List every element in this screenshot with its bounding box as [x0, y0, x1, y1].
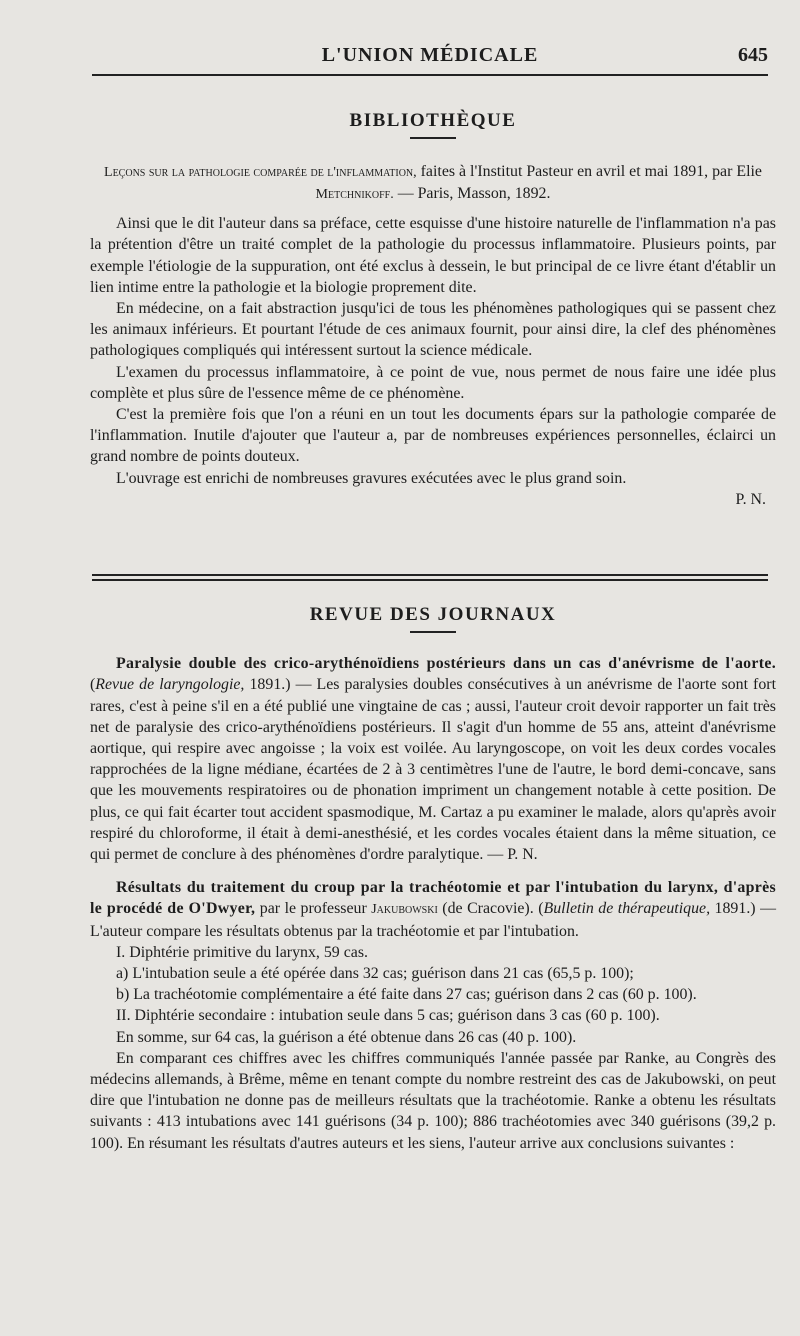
signature: P. N.	[735, 490, 766, 508]
result-line: II. Diphtérie secondaire : intubation seule dans 5 cas; guérison dans 3 cas (60 p. 100).	[116, 1007, 660, 1025]
article-source: Revue de laryngologie,	[95, 676, 245, 694]
paragraph: L'ouvrage est enrichi de nombreuses gravures exécutées avec le plus grand soin.	[116, 469, 627, 487]
journal-title: L'UNION MÉDICALE	[321, 44, 539, 66]
paragraph: L'examen du processus inflammatoire, à ce point de vue, nous permet de nous faire une idée plus complète et plus sûre de l'essence même de ce phénomène.	[90, 363, 776, 402]
paragraph: Ainsi que le dit l'auteur dans sa préface, cette esquisse d'une histoire naturelle de l'inflammation n'a pas la prétention d'être un traité complet de la pathologie du processus inflammatoire. Plusieurs points, par exemple l'étiologie de la suppuration, ont été exclus à dessein, le but principal de ce livre étant d'établir un lien intime entre la pathologie et la biologie proprement dite.	[90, 215, 776, 296]
result-line: En somme, sur 64 cas, la guérison a été obtenue dans 26 cas (40 p. 100).	[116, 1028, 577, 1046]
book-reference	[90, 161, 776, 205]
article-author: Jakubowski	[371, 902, 438, 918]
bibliotheque-section	[90, 110, 776, 510]
paragraph: En médecine, on a fait abstraction jusqu'ici de tous les phénomènes pathologiques qui se passent chez les animaux inférieurs. Et pourtant l'étude de ces animaux fournit, pour ainsi dire, la clef des phénomènes pathologiques compliqués qui intéressent surtout la science médicale.	[90, 300, 776, 360]
book-title: Leçons sur la pathologie comparée de l'inflammation,	[104, 165, 417, 181]
result-line: I. Diphtérie primitive du larynx, 59 cas.	[116, 943, 368, 961]
article-title: Paralysie double des crico-arythénoïdiens postérieurs dans un cas d'anévrisme de l'aorte.	[116, 655, 776, 673]
book-publisher: — Paris, Masson, 1892.	[397, 185, 551, 203]
paragraph: C'est la première fois que l'on a réuni en un tout les documents épars sur la pathologie comparée de l'inflammation. Inutile d'ajouter que l'auteur a, par de nombreuses expériences personnelles, éclairci un grand nombre de points douteux.	[90, 406, 776, 466]
book-author: Metchnikoff.	[315, 187, 394, 203]
title-rule	[410, 137, 456, 139]
article-paralysie: Paralysie double des crico-arythénoïdiens postérieurs dans un cas d'anévrisme de l'aorte. (Revue de laryngologie, 1891.) — Les paralysies doubles consécutives à un anévrisme de l'aorte sont fort rares, c'est à peine s'il en a été publié une vingtaine de cas ; aussi, l'auteur croit devoir rapporter un fait très net de paralysie des crico-arythénoïdiens postérieurs. Il s'agit d'un homme de 55 ans, atteint d'anévrisme aortique, qui respire avec angoisse ; la voix est voilée. Au laryngoscope, on voit les deux cordes vocales rapprochées de la ligne médiane, écartées de 2 à 3 centimètres l'une de l'autre, le bord demi-concave, sans que les mouvements respiratoires ou de phonation impriment un changement notable à cette position. De plus, ce qui fait écarter tout accident spasmodique, M. Cartaz a pu examiner le malade, alors qu'après avoir respiré du chloroforme, il était à demi-anesthésié, et les cordes vocales étaient dans la même situation, ce qui permet de conclure à des phénomènes d'ordre paralytique. — P. N.	[90, 655, 776, 864]
title-rule	[410, 631, 456, 633]
article-intro: — L'auteur compare les résultats obtenus par la trachéotomie et par l'intubation.	[90, 900, 776, 940]
article-croup: Résultats du traitement du croup par la trachéotomie et par l'intubation du larynx, d'après le procédé de O'Dwyer, par le professeur Jakubowski (de Cracovie). (Bulletin de thérapeutique, 1891.) — L'auteur compare les résultats obtenus par la trachéotomie et par l'intubation.	[90, 879, 776, 940]
section-divider	[92, 574, 768, 581]
review-body	[90, 213, 776, 510]
result-line: b) La trachéotomie complémentaire a été faite dans 27 cas; guérison dans 2 cas (60 p. 100).	[116, 986, 697, 1004]
running-header	[92, 38, 768, 76]
page-number: 645	[738, 44, 768, 66]
article-title: Résultats du traitement du croup par la trachéotomie et par l'intubation du larynx, d'après le procédé de O'Dwyer,	[90, 879, 776, 918]
article-source: Bulletin de thérapeutique,	[543, 900, 711, 918]
section-title-bibliotheque: BIBLIOTHÈQUE	[349, 110, 517, 131]
revue-section	[90, 604, 776, 1154]
article-body: — Les paralysies doubles consécutives à un anévrisme de l'aorte sont fort rares, c'est à peine s'il en a été publié une vingtaine de cas ; aussi, l'auteur croit devoir rapporter un fait très net de paralysie des crico-arythénoïdiens postérieurs. Il s'agit d'un homme de 55 ans, atteint d'anévrisme aortique, qui respire avec angoisse ; la voix est voilée. Au laryngoscope, on voit les deux cordes vocales rapprochées de la ligne médiane, écartées de 2 à 3 centimètres l'une de l'autre, le bord demi-concave, sans que les mouvements respiratoires ou de phonation impriment un changement notable à cette position. De plus, ce qui fait écarter tout accident spasmodique, M. Cartaz a pu examiner le malade, alors qu'après avoir respiré du chloroforme, il était à demi-anesthésié, et les cordes vocales étaient dans la même situation, ce qui permet de conclure à des phénomènes d'ordre paralytique. — P. N.	[90, 676, 776, 864]
result-line: a) L'intubation seule a été opérée dans 32 cas; guérison dans 21 cas (65,5 p. 100);	[116, 965, 634, 983]
conclusion-paragraph: En comparant ces chiffres avec les chiffres communiqués l'année passée par Ranke, au Congrès des médecins allemands, à Brême, même en tenant compte du nombre restreint des cas de Jakubowski, on peut dire que l'intubation ne donne pas de meilleurs résultats que la trachéotomie. Ranke a obtenu les résultats suivants : 413 intubations avec 141 guérisons (34 p. 100); 886 trachéotomies avec 340 guérisons (39,2 p. 100). En résumant les résultats d'autres auteurs et les siens, l'auteur arrive aux conclusions suivantes :	[90, 1049, 776, 1152]
section-title-revue: REVUE DES JOURNAUX	[309, 604, 557, 625]
book-details: faites à l'Institut Pasteur en avril et mai 1891, par Elie	[420, 163, 762, 181]
